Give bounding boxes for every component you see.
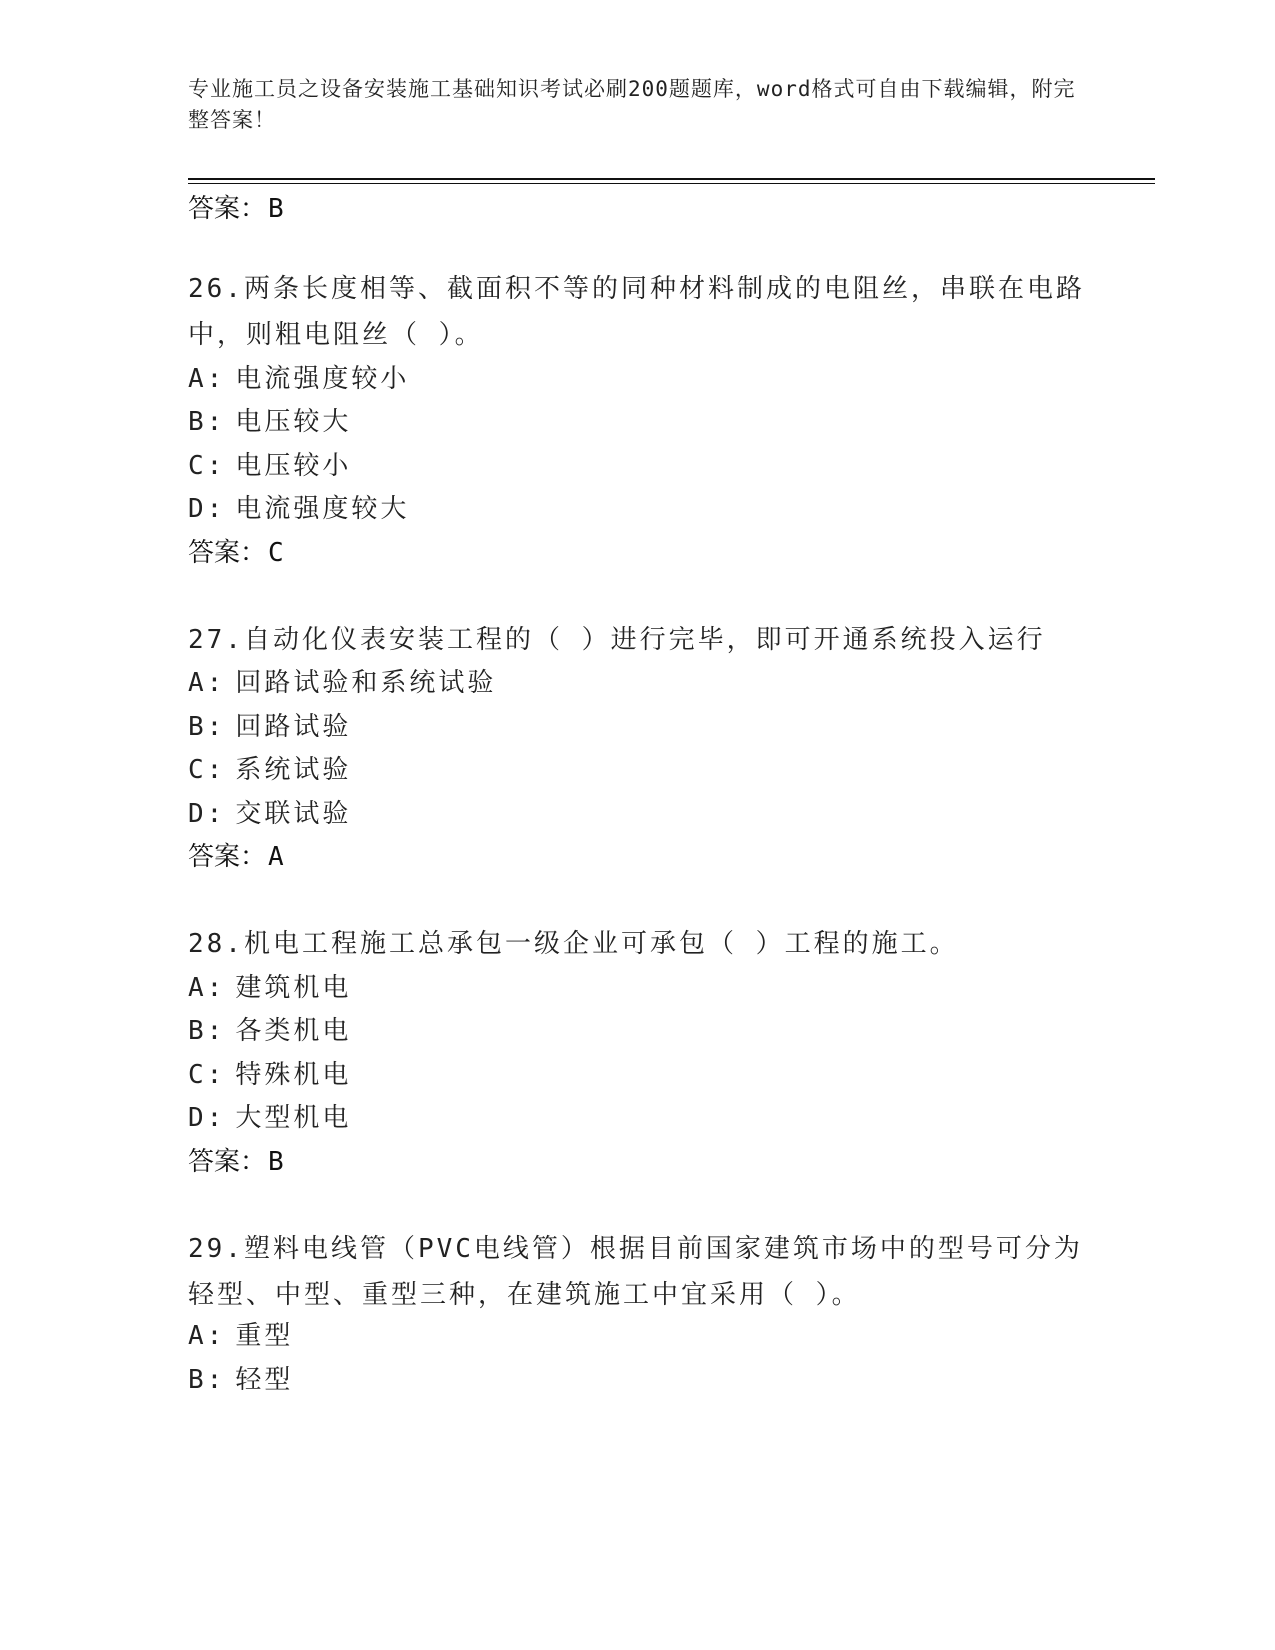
option-c (188, 1057, 351, 1093)
option-a (188, 970, 351, 1006)
answer-label: 答案： (188, 194, 267, 224)
option-key: A: (188, 364, 226, 394)
page-header: 专业施工员之设备安装施工基础知识考试必刷200题题库，word格式可自由下载编辑，附完整答案！ (188, 77, 1076, 132)
option-text: 大型机电 (235, 1103, 352, 1133)
header-divider-thin (188, 183, 1155, 184)
option-b (188, 1013, 351, 1049)
option-text: 交联试验 (235, 799, 352, 829)
option-text: 系统试验 (235, 755, 352, 785)
option-key: B: (188, 407, 226, 437)
option-text: 建筑机电 (235, 973, 352, 1003)
option-text: 重型 (235, 1321, 294, 1351)
question-29: 29.塑料电线管（PVC电线管）根据目前国家建筑市场中的型号可分为轻型、中型、重型三种，在建筑施工中宜采用（ ）。 (188, 1234, 1083, 1310)
option-key: C: (188, 1060, 226, 1090)
answer-label: 答案： (188, 538, 267, 568)
option-text: 特殊机电 (235, 1060, 352, 1090)
option-text: 回路试验 (235, 712, 352, 742)
option-text: 电流强度较小 (235, 364, 410, 394)
option-key: D: (188, 1103, 226, 1133)
answer-value: B (268, 1147, 284, 1177)
option-key: D: (188, 799, 226, 829)
option-key: A: (188, 973, 226, 1003)
answer-value: B (268, 194, 284, 224)
option-key: A: (188, 668, 226, 698)
option-d (188, 1100, 351, 1136)
option-key: B: (188, 1016, 226, 1046)
answer-value: A (268, 842, 284, 872)
option-text: 轻型 (235, 1365, 294, 1395)
option-text: 各类机电 (235, 1016, 352, 1046)
answer-label: 答案： (188, 842, 267, 872)
option-key: A: (188, 1321, 226, 1351)
option-key: C: (188, 451, 226, 481)
answer-line (188, 191, 284, 227)
option-c (188, 752, 351, 788)
option-text: 电压较大 (235, 407, 352, 437)
option-key: D: (188, 494, 226, 524)
option-a (188, 1318, 293, 1354)
option-b (188, 404, 351, 440)
header-divider (188, 178, 1155, 180)
option-text: 电压较小 (235, 451, 352, 481)
option-a (188, 361, 409, 397)
option-c (188, 448, 351, 484)
option-a (188, 665, 496, 701)
option-key: B: (188, 1365, 226, 1395)
option-key: C: (188, 755, 226, 785)
answer-line (188, 1144, 284, 1180)
answer-line (188, 839, 284, 875)
option-b (188, 709, 351, 745)
question-28: 28.机电工程施工总承包一级企业可承包（ ）工程的施工。 (188, 929, 959, 959)
question-26: 26.两条长度相等、截面积不等的同种材料制成的电阻丝，串联在电路中，则粗电阻丝（ ）。 (188, 274, 1085, 350)
option-text: 电流强度较大 (235, 494, 410, 524)
option-key: B: (188, 712, 226, 742)
option-d (188, 796, 351, 832)
answer-value: C (268, 538, 284, 568)
option-b (188, 1362, 293, 1398)
answer-line (188, 535, 284, 571)
option-text: 回路试验和系统试验 (235, 668, 497, 698)
question-27: 27.自动化仪表安装工程的（ ）进行完毕，即可开通系统投入运行 (188, 625, 1046, 655)
answer-label: 答案： (188, 1147, 267, 1177)
option-d (188, 491, 409, 527)
